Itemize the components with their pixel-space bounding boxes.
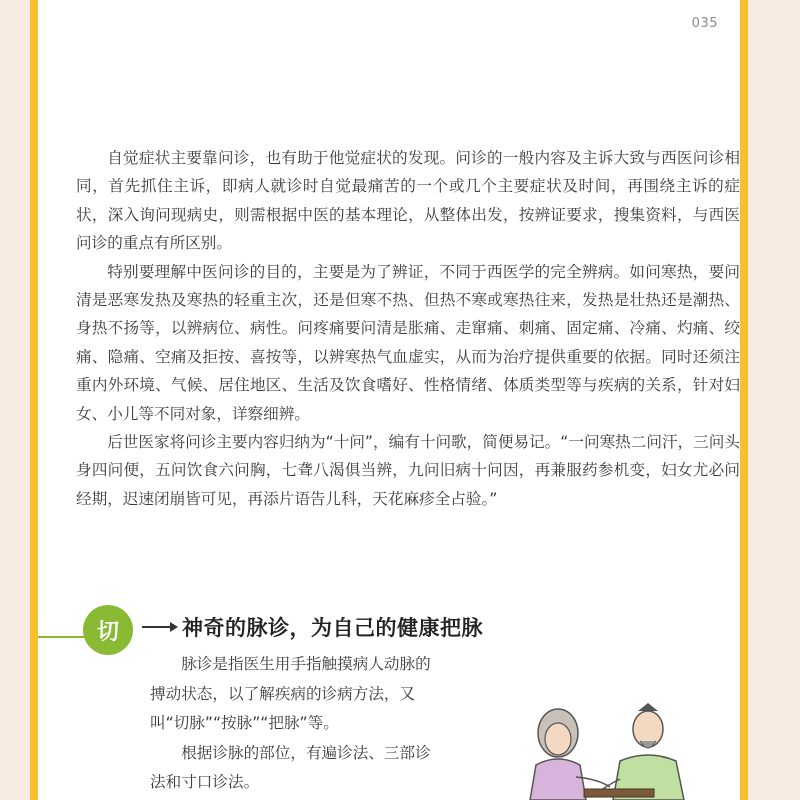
arrow-right-icon <box>142 620 178 634</box>
right-yellow-border <box>740 0 748 800</box>
paragraph: 自觉症状主要靠问诊，也有助于他觉症状的发现。问诊的一般内容及主诉大致与西医问诊相同，首先抓住主诉，即病人就诊时自觉最痛苦的一个或几个主要症状及时间，再围绕主诉的症状，深入询问现病史，则需根据中医的基本理论，从整体出发，按辨证要求，搜集资料，与西医问诊的重点有所区别。 <box>76 149 740 253</box>
left-yellow-border <box>30 0 38 800</box>
paragraph: 特别要理解中医问诊的目的，主要是为了辨证，不同于西医学的完全辨病。如问寒热，要问清是恶寒发热及寒热的轻重主次，还是但寒不热、但热不寒或寒热往来，发热是壮热还是潮热、身热不扬等，以辨病位、病性。问疼痛要问清是胀痛、走窜痛、刺痛、固定痛、冷痛、灼痛、绞痛、隐痛、空痛及拒按、喜按等，以辨寒热气血虚实，从而为治疗提供重要的依据。同时还须注重内外环境、气候、居住地区、生活及饮食嗜好、性格情绪、体质类型等与疾病的关系，针对妇女、小儿等不同对象，详察细辨。 <box>76 262 740 423</box>
paragraph: 根据诊脉的部位，有遍诊法、三部诊法和寸口诊法。 <box>150 743 431 791</box>
paragraph: 脉诊是指医生用手指触摸病人动脉的搏动状态，以了解疾病的诊病方法，又叫“切脉”“按脉”“把脉”等。 <box>150 655 431 732</box>
pulse-diagnosis-illustration <box>488 695 698 800</box>
page-sheet <box>38 0 740 800</box>
section-body-text <box>150 650 440 798</box>
section-title: 神奇的脉诊，为自己的健康把脉 <box>182 616 483 640</box>
section-marker-badge: 切 <box>83 605 133 655</box>
paragraph: 后世医家将问诊主要内容归纳为“十问”，编有十问歌，简便易记。“一问寒热二问汗，三问头身四问便，五问饮食六问胸，七聋八渴俱当辨，九问旧病十问因，再兼服药参机变，妇女尤必问经期，迟速闭崩皆可见，再添片语告儿科，天花麻疹全占验。” <box>76 433 740 508</box>
page-number: 035 <box>691 16 718 31</box>
main-body-text <box>76 144 740 513</box>
